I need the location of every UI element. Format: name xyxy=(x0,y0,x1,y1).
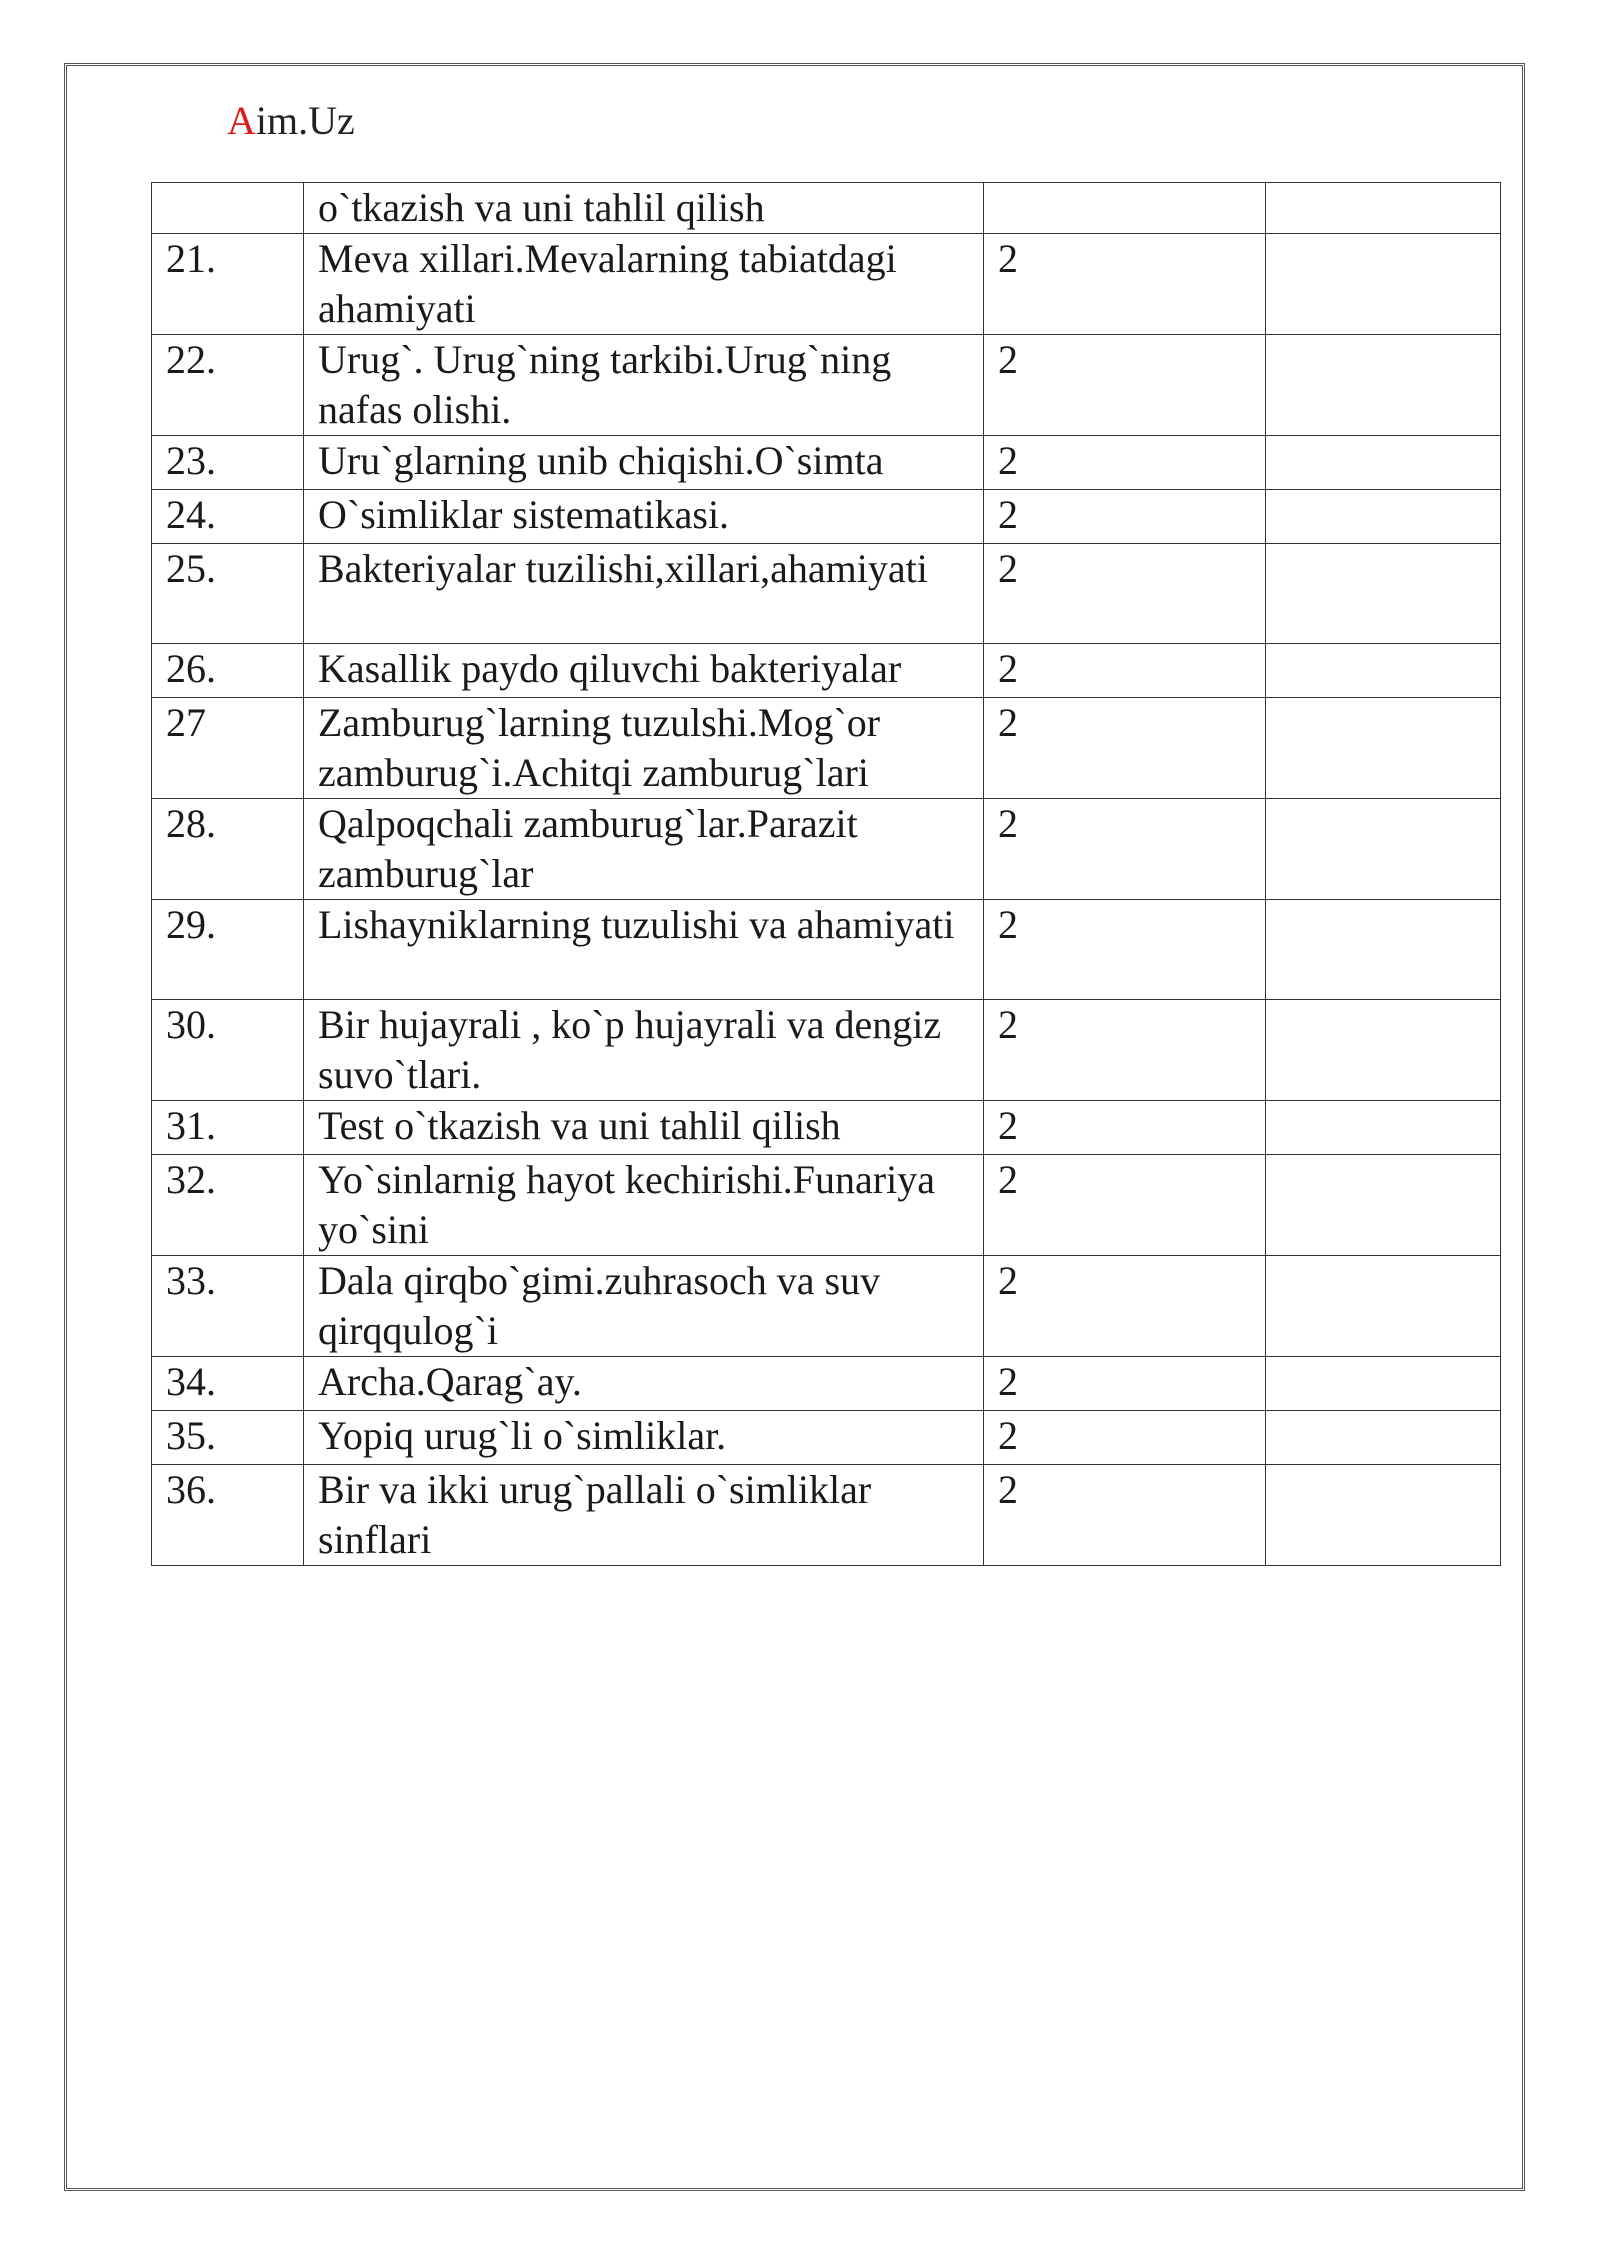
table-row xyxy=(152,900,1501,1000)
table-row xyxy=(152,1101,1501,1155)
row-number-cell: 31. xyxy=(152,1101,304,1155)
topic-cell: Archa.Qarag`ay. xyxy=(304,1357,984,1411)
row-number-cell: 34. xyxy=(152,1357,304,1411)
topic-cell: Uru`glarning unib chiqishi.O`simta xyxy=(304,436,984,490)
table-row xyxy=(152,698,1501,799)
row-number-cell: 36. xyxy=(152,1465,304,1566)
table-row xyxy=(152,1411,1501,1465)
notes-cell xyxy=(1266,490,1501,544)
notes-cell xyxy=(1266,183,1501,234)
hours-cell: 2 xyxy=(984,234,1266,335)
hours-cell: 2 xyxy=(984,436,1266,490)
row-number-cell: 27 xyxy=(152,698,304,799)
hours-cell: 2 xyxy=(984,698,1266,799)
row-number-cell: 25. xyxy=(152,544,304,644)
table-row xyxy=(152,1465,1501,1566)
topic-cell: Bir hujayrali , ko`p hujayrali va dengiz suvo`tlari. xyxy=(304,1000,984,1101)
row-number-cell: 26. xyxy=(152,644,304,698)
row-number-cell: 22. xyxy=(152,335,304,436)
notes-cell xyxy=(1266,436,1501,490)
topic-cell: Zamburug`larning tuzulshi.Mog`or zamburug`i.Achitqi zamburug`lari xyxy=(304,698,984,799)
hours-cell: 2 xyxy=(984,544,1266,644)
row-number-cell: 21. xyxy=(152,234,304,335)
hours-cell: 2 xyxy=(984,900,1266,1000)
row-number-cell: 24. xyxy=(152,490,304,544)
topic-cell: Urug`. Urug`ning tarkibi.Urug`ning nafas olishi. xyxy=(304,335,984,436)
topic-cell: o`tkazish va uni tahlil qilish xyxy=(304,183,984,234)
notes-cell xyxy=(1266,1411,1501,1465)
topic-cell: Test o`tkazish va uni tahlil qilish xyxy=(304,1101,984,1155)
topic-cell: Lishayniklarning tuzulishi va ahamiyati xyxy=(304,900,984,1000)
table-row xyxy=(152,644,1501,698)
notes-cell xyxy=(1266,900,1501,1000)
notes-cell xyxy=(1266,1256,1501,1357)
hours-cell: 2 xyxy=(984,799,1266,900)
topic-cell: Meva xillari.Mevalarning tabiatdagi ahamiyati xyxy=(304,234,984,335)
hours-cell: 2 xyxy=(984,1465,1266,1566)
row-number-cell xyxy=(152,183,304,234)
row-number-cell: 28. xyxy=(152,799,304,900)
table-row xyxy=(152,1357,1501,1411)
lesson-plan-table xyxy=(151,182,1501,1566)
table-row xyxy=(152,234,1501,335)
notes-cell xyxy=(1266,799,1501,900)
table-row xyxy=(152,490,1501,544)
topic-cell: Dala qirqbo`gimi.zuhrasoch va suv qirqqulog`i xyxy=(304,1256,984,1357)
hours-cell: 2 xyxy=(984,490,1266,544)
table-row xyxy=(152,1256,1501,1357)
table-row xyxy=(152,335,1501,436)
table-row xyxy=(152,1155,1501,1256)
hours-cell: 2 xyxy=(984,1357,1266,1411)
table-row xyxy=(152,436,1501,490)
hours-cell xyxy=(984,183,1266,234)
hours-cell: 2 xyxy=(984,1000,1266,1101)
hours-cell: 2 xyxy=(984,644,1266,698)
table-row xyxy=(152,183,1501,234)
notes-cell xyxy=(1266,335,1501,436)
row-number-cell: 33. xyxy=(152,1256,304,1357)
row-number-cell: 23. xyxy=(152,436,304,490)
logo-initial: A xyxy=(227,98,256,143)
notes-cell xyxy=(1266,698,1501,799)
hours-cell: 2 xyxy=(984,1101,1266,1155)
notes-cell xyxy=(1266,544,1501,644)
table-body xyxy=(152,183,1501,1566)
row-number-cell: 29. xyxy=(152,900,304,1000)
topic-cell: Yo`sinlarnig hayot kechirishi.Funariya yo`sini xyxy=(304,1155,984,1256)
notes-cell xyxy=(1266,644,1501,698)
row-number-cell: 30. xyxy=(152,1000,304,1101)
notes-cell xyxy=(1266,1101,1501,1155)
hours-cell: 2 xyxy=(984,1411,1266,1465)
hours-cell: 2 xyxy=(984,335,1266,436)
table-row xyxy=(152,544,1501,644)
hours-cell: 2 xyxy=(984,1256,1266,1357)
topic-cell: Qalpoqchali zamburug`lar.Parazit zamburug`lar xyxy=(304,799,984,900)
topic-cell: Kasallik paydo qiluvchi bakteriyalar xyxy=(304,644,984,698)
row-number-cell: 35. xyxy=(152,1411,304,1465)
notes-cell xyxy=(1266,234,1501,335)
notes-cell xyxy=(1266,1000,1501,1101)
topic-cell: Yopiq urug`li o`simliklar. xyxy=(304,1411,984,1465)
site-logo xyxy=(227,96,355,146)
topic-cell: Bir va ikki urug`pallali o`simliklar sinflari xyxy=(304,1465,984,1566)
hours-cell: 2 xyxy=(984,1155,1266,1256)
notes-cell xyxy=(1266,1155,1501,1256)
notes-cell xyxy=(1266,1465,1501,1566)
topic-cell: Bakteriyalar tuzilishi,xillari,ahamiyati xyxy=(304,544,984,644)
table-row xyxy=(152,799,1501,900)
table-row xyxy=(152,1000,1501,1101)
notes-cell xyxy=(1266,1357,1501,1411)
row-number-cell: 32. xyxy=(152,1155,304,1256)
logo-text: im.Uz xyxy=(255,98,355,143)
topic-cell: O`simliklar sistematikasi. xyxy=(304,490,984,544)
